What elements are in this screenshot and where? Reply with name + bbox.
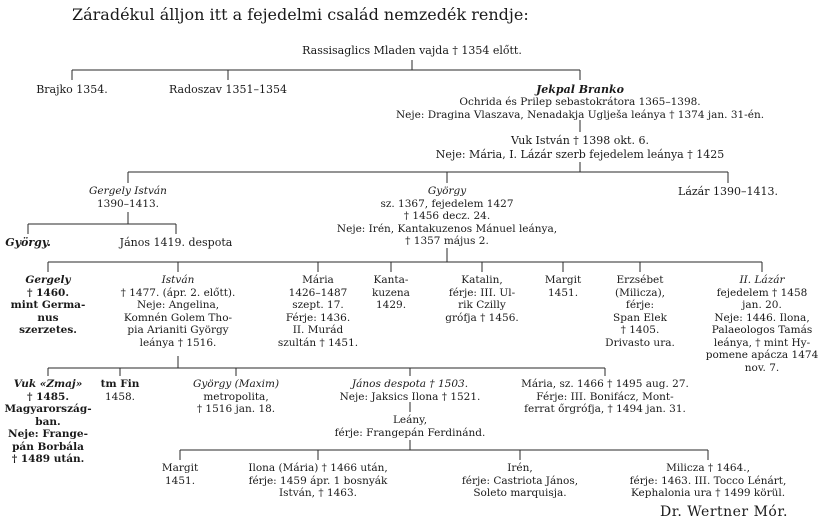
detail-line: férje: 1459 ápr. 1 bosnyák bbox=[248, 474, 388, 487]
person-janos-despota bbox=[340, 378, 481, 403]
detail-line: Férje: 1436. bbox=[285, 311, 351, 324]
detail-line: † 1485. bbox=[26, 390, 70, 403]
detail-line: 1458. bbox=[104, 390, 136, 403]
person-erzsebet bbox=[605, 274, 675, 349]
person-name: Leány, bbox=[392, 414, 428, 426]
detail-line: 1429. bbox=[375, 299, 407, 311]
person-name: Erzsébet bbox=[616, 274, 664, 286]
person-vuk-zmaj bbox=[4, 378, 91, 466]
person-name: Vuk «Zmaj» bbox=[13, 378, 83, 390]
detail-line: pia Arianiti György bbox=[127, 324, 229, 336]
detail-line: ban. bbox=[35, 415, 61, 428]
detail-line: Neje: 1446. Ilona, bbox=[714, 311, 810, 324]
person-name: Ilona (Mária) † 1466 után, bbox=[248, 462, 388, 474]
person-name: Margit bbox=[544, 274, 582, 286]
detail-line: Neje: Angelina, bbox=[136, 299, 220, 311]
person-name: Mária, sz. 1466 † 1495 aug. 27. bbox=[521, 378, 689, 390]
person-milicza bbox=[630, 462, 787, 500]
detail-line: Férje: III. Bonifácz, Mont- bbox=[536, 390, 674, 403]
detail-line: † 1357 május 2. bbox=[405, 235, 489, 247]
detail-line: † 1460. bbox=[26, 286, 70, 299]
person-leany bbox=[335, 414, 486, 439]
person-radoszav: Radoszav 1351–1354 bbox=[169, 83, 287, 96]
person-maria bbox=[278, 274, 358, 349]
person-name: Gergely István bbox=[89, 185, 167, 197]
person-vuk-wife: Neje: Mária, I. Lázár szerb fejedelem leánya † 1425 bbox=[435, 148, 725, 161]
detail-line: Neje: Irén, Kantakuzenos Mánuel leánya, bbox=[336, 222, 558, 235]
detail-line: (Milicza), bbox=[614, 286, 666, 299]
detail-line: férje: Frangepán Ferdinánd. bbox=[334, 426, 486, 439]
person-name: Mária bbox=[302, 274, 334, 286]
person-name: tm Fin bbox=[100, 378, 140, 390]
detail-line: Neje: Dragina Vlaszava, Nenadakja Uglješa leánya † 1374 jan. 31-én. bbox=[395, 108, 765, 121]
person-gyorgy-jr: György. bbox=[5, 236, 51, 249]
detail-line: szept. 17. bbox=[292, 299, 344, 311]
root-ancestor: Rassisaglics Mladen vajda † 1354 előtt. bbox=[302, 44, 522, 57]
detail-line: férje: 1463. III. Tocco Lénárt, bbox=[629, 474, 787, 487]
detail-line: Span Elek bbox=[613, 311, 667, 324]
detail-line: † 1516 jan. 18. bbox=[196, 403, 276, 415]
person-name: István bbox=[161, 274, 195, 286]
person-name: Kanta- bbox=[373, 274, 409, 286]
detail-line: grófja † 1456. bbox=[445, 311, 519, 324]
detail-line: † 1405. bbox=[620, 324, 660, 336]
person-name: Irén, bbox=[507, 462, 533, 474]
page-heading: Záradékul álljon itt a fejedelmi család nemzedék rendje: bbox=[72, 5, 529, 24]
detail-line: Neje: Jaksics Ilona † 1521. bbox=[339, 390, 481, 403]
detail-line: jan. 20. bbox=[742, 299, 782, 311]
person-gyorgy-maxim bbox=[193, 378, 279, 416]
detail-line: † 1477. (ápr. 2. előtt). bbox=[120, 286, 236, 299]
detail-line: nov. 7. bbox=[744, 361, 780, 374]
person-name: Margit bbox=[161, 462, 199, 474]
person-name: II. Lázár bbox=[739, 274, 785, 286]
person-lazar: Lázár 1390–1413. bbox=[678, 185, 778, 198]
person-maria-1466 bbox=[521, 378, 689, 416]
person-name: Katalin, bbox=[461, 274, 503, 286]
detail-line: István, † 1463. bbox=[278, 487, 358, 499]
author-signature: Dr. Wertner Mór. bbox=[660, 504, 788, 520]
person-iren bbox=[462, 462, 578, 500]
person-janos: János 1419. despota bbox=[119, 236, 233, 249]
detail-line: Neje: Frange- bbox=[8, 428, 88, 440]
detail-line: mint Germa- bbox=[10, 299, 86, 311]
detail-line: szultán † 1451. bbox=[277, 336, 359, 349]
person-name: György (Maxim) bbox=[192, 378, 280, 390]
person-lazar-ii bbox=[706, 274, 819, 374]
person-gergely-istvan bbox=[89, 185, 167, 210]
person-vuk-istvan: Vuk István † 1398 okt. 6. bbox=[511, 134, 649, 147]
person-ilona bbox=[248, 462, 387, 500]
detail-line: † 1456 decz. 24. bbox=[403, 210, 491, 222]
detail-line: Ochrida és Prilep sebastokrátora 1365–1398. bbox=[459, 96, 701, 108]
person-name: György bbox=[427, 185, 467, 197]
person-name: Milicza † 1464., bbox=[666, 462, 750, 474]
detail-line: pán Borbála bbox=[12, 440, 84, 453]
person-name: Gergely bbox=[25, 274, 71, 286]
person-margit-1451 bbox=[162, 462, 198, 487]
detail-line: 1451. bbox=[164, 474, 196, 487]
person-name: János despota † 1503. bbox=[351, 378, 469, 390]
detail-line: 1390–1413. bbox=[96, 197, 160, 210]
detail-line: férje: III. Ul- bbox=[448, 286, 516, 299]
detail-line: fejedelem † 1458 bbox=[716, 286, 808, 299]
detail-line: sz. 1367, fejedelem 1427 bbox=[380, 197, 514, 210]
detail-line: pomene apácza 1474 bbox=[705, 349, 819, 361]
detail-line: metropolita, bbox=[203, 390, 269, 403]
detail-line: szerzetes. bbox=[19, 324, 77, 336]
detail-line: férje: Castriota János, bbox=[461, 474, 579, 487]
person-jekpal-name: Jekpal Branko bbox=[536, 83, 624, 96]
detail-line: † 1489 után. bbox=[11, 453, 85, 465]
detail-line: leánya, † mint Hy- bbox=[713, 336, 811, 349]
detail-line: Soleto marquisja. bbox=[473, 487, 567, 499]
detail-line: leánya † 1516. bbox=[139, 336, 217, 349]
person-jekpal-details bbox=[396, 96, 764, 121]
detail-line: nus bbox=[37, 311, 59, 324]
detail-line: ferrat őrgrófja, † 1494 jan. 31. bbox=[524, 403, 686, 415]
detail-line: Palaeologos Tamás bbox=[711, 324, 813, 336]
detail-line: rik Czilly bbox=[458, 299, 506, 311]
detail-line: férje: bbox=[625, 299, 655, 311]
detail-line: Komnén Golem Tho- bbox=[123, 311, 233, 324]
person-gergely-monk bbox=[11, 274, 86, 337]
person-katalin bbox=[445, 274, 518, 324]
person-kantakuzena bbox=[372, 274, 410, 312]
detail-line: 1451. bbox=[547, 286, 579, 299]
detail-line: II. Murád bbox=[292, 324, 344, 336]
person-istvan bbox=[121, 274, 236, 349]
person-gyorgy bbox=[337, 185, 557, 248]
detail-line: 1426–1487 bbox=[288, 286, 348, 299]
detail-line: Drivasto ura. bbox=[605, 336, 675, 349]
person-name: kuzena bbox=[372, 286, 410, 299]
detail-line: Kephalonia ura † 1499 körül. bbox=[630, 487, 786, 499]
detail-line: Magyarország- bbox=[4, 403, 92, 415]
person-brajko: Brajko 1354. bbox=[36, 83, 108, 96]
person-margit bbox=[545, 274, 581, 299]
person-fin bbox=[101, 378, 140, 403]
